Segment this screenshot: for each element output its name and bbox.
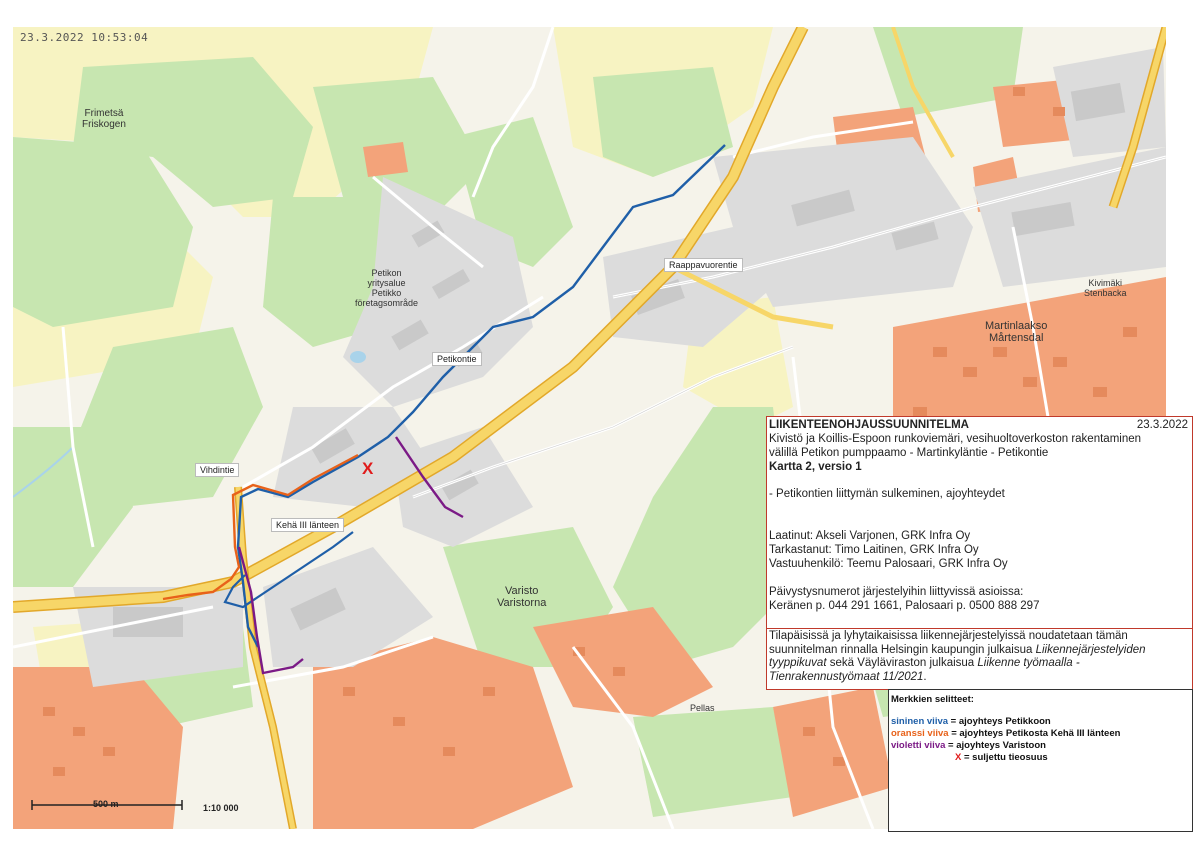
plan-line2: välillä Petikon pumppaamo - Martinkyläntie - Petikontie (769, 447, 1049, 459)
label-raappavuorentie: Raappavuorentie (664, 258, 743, 272)
place-martinlaakso: Martinlaakso Mårtensdal (985, 320, 1048, 344)
map-timestamp: 23.3.2022 10:53:04 (20, 31, 149, 44)
legend-item-violet (891, 740, 1046, 752)
label-keha-iii: Kehä III länteen (271, 518, 344, 532)
place-pellas: Pellas (690, 703, 715, 713)
legend-text-closed: = suljettu tieosuus (961, 752, 1048, 763)
notice-text-3: . (923, 670, 927, 683)
plan-author: Laatinut: Akseli Varjonen, GRK Infra Oy (769, 530, 971, 542)
notice-ref-2: Liikenne työmaalla - Tienrakennustyömaat 11/2021 (769, 657, 1080, 683)
scale-distance: 500 m (93, 799, 119, 809)
label-vihdintie: Vihdintie (195, 463, 239, 477)
plan-date: 23.3.2022 (1136, 419, 1188, 431)
notice-text-2: sekä Väyläviraston julkaisua (826, 657, 978, 669)
legend-text-orange: = ajoyhteys Petikosta Kehä III länteen (948, 728, 1121, 739)
legend-panel (888, 689, 1193, 832)
plan-responsible: Vastuuhenkilö: Teemu Palosaari, GRK Infra Oy (769, 558, 1008, 570)
plan-title: LIIKENTEENOHJAUSSUUNNITELMA (769, 419, 969, 431)
plan-subtitle: Kartta 2, versio 1 (769, 461, 862, 473)
notice-ref-1: Liikennejärjestelyiden tyyppikuvat (769, 643, 1146, 669)
plan-duty-numbers: Keränen p. 044 291 1661, Palosaari p. 0500 888 297 (769, 600, 1040, 612)
place-varisto: Varisto Varistorna (497, 585, 547, 609)
closed-road-marker: X (362, 459, 374, 478)
legend-swatch-violet: violetti viiva (891, 740, 946, 751)
plan-line1: Kivistö ja Koillis-Espoon runkoviemäri, vesihuoltoverkoston rakentaminen (769, 433, 1142, 445)
legend-title: Merkkien selitteet: (891, 694, 974, 705)
legend-swatch-orange: oranssi viiva (891, 728, 949, 739)
plan-checker: Tarkastanut: Timo Laitinen, GRK Infra Oy (769, 544, 979, 556)
plan-duty-title: Päivystysnumerot järjestelyihin liittyvissä asioissa: (769, 586, 1024, 598)
legend-item-closed (955, 752, 1048, 764)
notice-text-1: Tilapäisissä ja lyhytaikaisissa liikennejärjestelyissä noudatetaan tämän suunnitelman rinnalla Helsingin kaupungin julkaisua (769, 630, 1128, 656)
label-petikontie: Petikontie (432, 352, 482, 366)
place-frimetsa: Frimetsä Friskogen (82, 108, 126, 130)
notice-panel (766, 628, 1193, 690)
legend-item-orange (891, 728, 1120, 740)
plan-description: - Petikontien liittymän sulkeminen, ajoyhteydet (769, 488, 1005, 500)
plan-info-panel (766, 416, 1193, 629)
place-kivimaki: Kivimäki Stenbacka (1084, 278, 1127, 298)
legend-text-violet: = ajoyhteys Varistoon (945, 740, 1046, 751)
place-petikon: Petikon yritysalue Petikko företagsområde (355, 268, 419, 308)
scale-ratio: 1:10 000 (203, 803, 239, 813)
legend-swatch-closed: X (955, 752, 962, 763)
legend-text-blue: = ajoyhteys Petikkoon (948, 716, 1051, 727)
legend-item-blue (891, 716, 1051, 728)
legend-swatch-blue: sininen viiva (891, 716, 949, 727)
